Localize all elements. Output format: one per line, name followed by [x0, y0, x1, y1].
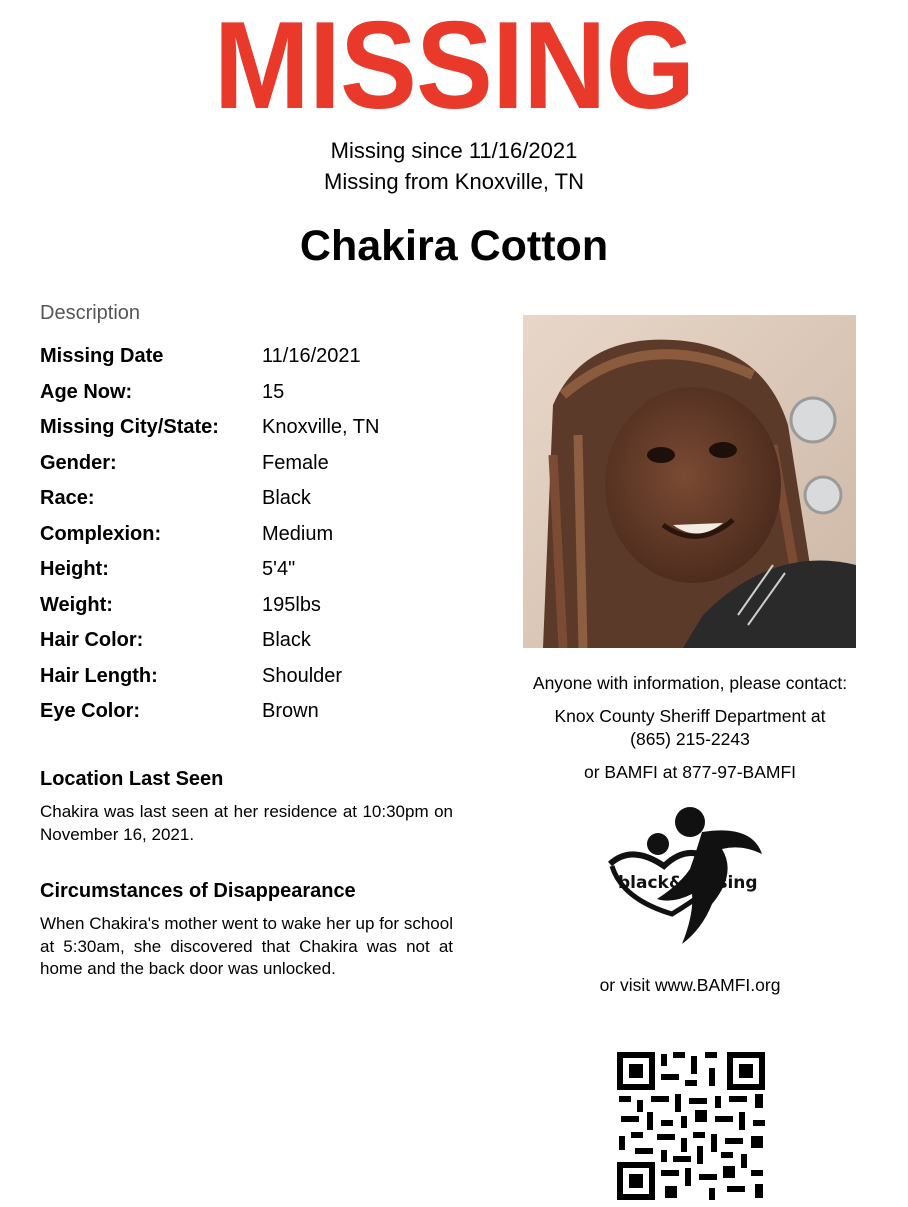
description-heading: Description: [40, 302, 141, 324]
row-value: 195lbs: [262, 594, 321, 616]
contact-bamfi-phone: or BAMFI at 877-97-BAMFI: [583, 762, 796, 782]
row-label: Eye Color:: [40, 700, 141, 722]
row-label: Age Now:: [40, 381, 133, 403]
row-label: Complexion:: [40, 523, 162, 545]
poster-headline: MISSING: [213, 0, 695, 135]
row-label: Weight:: [40, 594, 113, 616]
row-label: Race:: [40, 487, 95, 509]
black-and-missing-logo: [602, 804, 772, 954]
location-heading: Location Last Seen: [40, 768, 224, 790]
row-label: Missing City/State:: [40, 416, 219, 438]
row-label: Hair Color:: [40, 629, 144, 651]
description-row: [40, 552, 490, 586]
row-label: Hair Length:: [40, 665, 158, 687]
contact-agency: Knox County Sheriff Department at: [554, 706, 826, 726]
row-value: 5'4": [262, 558, 296, 580]
row-value: Female: [262, 452, 329, 474]
description-row: [40, 481, 490, 515]
description-row: [40, 588, 490, 622]
description-row: [40, 339, 490, 373]
visit-website: or visit www.BAMFI.org: [599, 975, 781, 995]
description-row: [40, 623, 490, 657]
row-value: 15: [262, 381, 285, 403]
row-label: Height:: [40, 558, 109, 580]
contact-agency-phone: (865) 215-2243: [630, 729, 750, 749]
row-value: Black: [262, 487, 311, 509]
description-row: [40, 517, 490, 551]
row-label: Missing Date: [40, 345, 164, 367]
logo-text: black&missing: [618, 873, 758, 893]
qr-code: [615, 1050, 767, 1202]
description-row: [40, 694, 490, 728]
row-label: Gender:: [40, 452, 117, 474]
row-value: Black: [262, 629, 311, 651]
description-row: [40, 410, 490, 444]
row-value: Medium: [262, 523, 334, 545]
circumstances-heading: Circumstances of Disappearance: [40, 880, 356, 902]
row-value: Shoulder: [262, 665, 343, 687]
location-text: Chakira was last seen at her residence at 10:30pm on November 16, 2021.: [40, 802, 453, 844]
missing-since: Missing since 11/16/2021: [330, 138, 578, 163]
missing-from: Missing from Knoxville, TN: [324, 169, 584, 194]
missing-person-photo: [523, 315, 856, 648]
description-row: [40, 375, 490, 409]
row-value: Knoxville, TN: [262, 416, 380, 438]
row-value: Brown: [262, 700, 319, 722]
row-value: 11/16/2021: [262, 345, 361, 367]
contact-intro: Anyone with information, please contact:: [532, 673, 848, 693]
description-row: [40, 446, 490, 480]
description-row: [40, 659, 490, 693]
circumstances-text: When Chakira's mother went to wake her up for school at 5:30am, she discovered that Chakira was not at home and the back door was unlocked.: [40, 914, 453, 978]
person-name: Chakira Cotton: [299, 222, 609, 270]
